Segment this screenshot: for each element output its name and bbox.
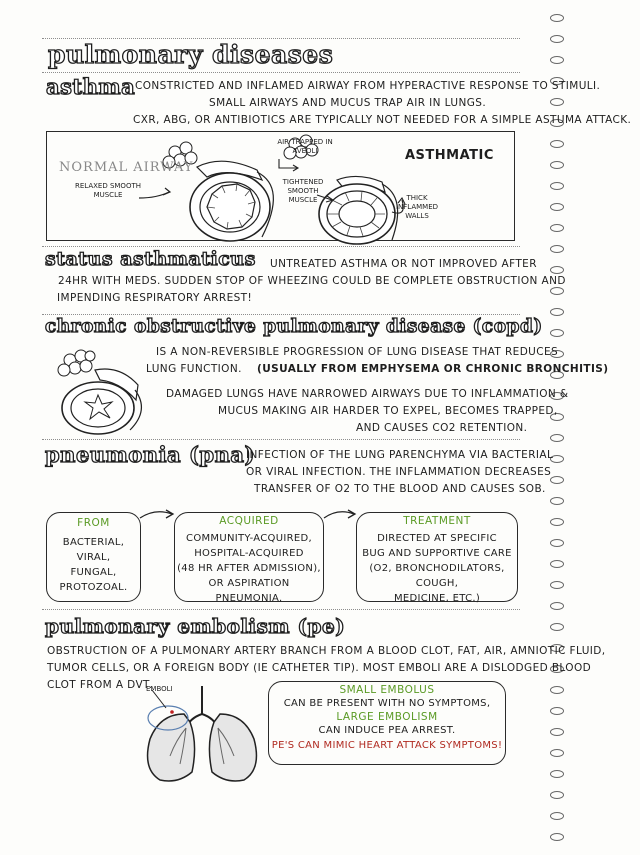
asthma-heading: asthma (46, 74, 136, 99)
pna-treatment-title: TREATMENT (403, 515, 471, 527)
pna-from-title: FROM (77, 517, 110, 529)
copd-airway-icon (40, 340, 150, 440)
status-line-3: IMPENDING RESPIRATORY ARREST! (57, 292, 253, 304)
pe-warning-text: PE'S CAN MIMIC HEART ATTACK SYMPTOMS! (271, 740, 503, 751)
pna-from-line: VIRAL, (76, 552, 111, 563)
normal-airway-label: NORMAL AIRWAY (59, 160, 194, 175)
pe-heading: pulmonary embolism (pe) (45, 614, 346, 638)
binding-ring-icon (550, 224, 564, 232)
binding-ring-icon (550, 602, 564, 610)
binding-ring-icon (550, 728, 564, 736)
binding-ring-icon (550, 539, 564, 547)
pna-acquired-line: OR ASPIRATION PNEUMONIA. (208, 578, 290, 604)
pna-flow-arrows (0, 500, 640, 540)
copd-line-4: DAMAGED LUNGS HAVE NARROWED AIRWAYS DUE TO INFLAMMATION & (166, 388, 569, 400)
air-trapped-label: AIR TRAPPED IN AVEOLI (277, 138, 333, 155)
pna-from-line: BACTERIAL, (62, 537, 125, 548)
thick-walls-label: THICK INFLAMMED WALLS (395, 194, 439, 220)
divider (42, 314, 520, 315)
asthma-diagram (46, 131, 515, 241)
lungs-icon (140, 684, 270, 784)
status-line-1: UNTREATED ASTHMA OR NOT IMPROVED AFTER (270, 258, 537, 270)
copd-line-1: IS A NON-REVERSIBLE PROGRESSION OF LUNG DISEASE THAT REDUCES (156, 346, 559, 358)
binding-ring-icon (550, 203, 564, 211)
binding-ring-icon (550, 812, 564, 820)
pna-treatment-line: (O2, BRONCHODILATORS, COUGH, (369, 563, 505, 589)
emboli-label: EMBOLI (146, 685, 173, 693)
small-embolus-title: SMALL EMBOLUS (339, 684, 435, 696)
large-embolism-text: CAN INDUCE PEA ARREST. (318, 725, 456, 736)
asthma-line-1: CONSTRICTED AND INFLAMED AIRWAY FROM HYPERACTIVE RESPONSE TO STIMULI. (135, 80, 601, 92)
binding-ring-icon (550, 161, 564, 169)
embolus-size-box (268, 681, 506, 765)
status-line-2: 24HR WITH MEDS. SUDDEN STOP OF WHEEZING COULD BE COMPLETE OBSTRUCTION AND (58, 275, 566, 287)
pna-treatment-line: BUG AND SUPPORTIVE CARE (362, 548, 512, 559)
arrow-icon (279, 159, 297, 168)
divider (42, 609, 520, 610)
binding-ring-icon (550, 245, 564, 253)
asthmatic-label: ASTHMATIC (405, 148, 494, 163)
pna-from-line: FUNGAL, (70, 567, 117, 578)
pneumonia-line-3: TRANSFER OF O2 TO THE BLOOD AND CAUSES SOB. (254, 483, 546, 495)
binding-ring-icon (550, 791, 564, 799)
binding-ring-icon (550, 182, 564, 190)
pneumonia-heading: pneumonia (pna) (45, 442, 255, 467)
copd-line-2: LUNG FUNCTION. (146, 363, 242, 375)
pna-acquired-line: HOSPITAL-ACQUIRED (194, 548, 304, 559)
binding-ring-icon (550, 434, 564, 442)
small-embolus-text: CAN BE PRESENT WITH NO SYMPTOMS, (283, 698, 491, 709)
pneumonia-line-2: OR VIRAL INFECTION. THE INFLAMMATION DECREASES (246, 466, 552, 478)
copd-heading: chronic obstructive pulmonary disease (copd) (45, 316, 543, 337)
binding-ring-icon (550, 581, 564, 589)
binding-ring-icon (550, 560, 564, 568)
binding-ring-icon (550, 14, 564, 22)
binding-ring-icon (550, 35, 564, 43)
binding-ring-icon (550, 56, 564, 64)
normal-airway-icon (163, 142, 273, 241)
divider (42, 439, 520, 440)
pna-acquired-line: COMMUNITY-ACQUIRED, (186, 533, 312, 544)
binding-ring-icon (550, 686, 564, 694)
binding-ring-icon (550, 329, 564, 337)
binding-ring-icon (550, 770, 564, 778)
pe-line-3: CLOT FROM A DVT. (47, 679, 153, 691)
copd-line-3: (USUALLY FROM EMPHYSEMA OR CHRONIC BRONCHITIS) (257, 363, 609, 375)
status-asthmaticus-heading: status asthmaticus (45, 248, 256, 270)
divider (42, 72, 520, 73)
binding-ring-icon (550, 308, 564, 316)
pna-treatment-line: DIRECTED AT SPECIFIC (377, 533, 497, 544)
copd-line-5: MUCUS MAKING AIR HARDER TO EXPEL, BECOMES TRAPPED, (218, 405, 558, 417)
binding-ring-icon (550, 140, 564, 148)
page-title: pulmonary diseases (48, 40, 334, 69)
binding-ring-icon (550, 749, 564, 757)
binding-ring-icon (550, 623, 564, 631)
divider (42, 246, 520, 247)
binding-ring-icon (550, 476, 564, 484)
binding-ring-icon (550, 98, 564, 106)
pna-acquired-title: ACQUIRED (219, 515, 279, 527)
large-embolism-title: LARGE EMBOLISM (336, 711, 438, 723)
pna-acquired-line: (48 HR AFTER ADMISSION), (177, 563, 321, 574)
relaxed-muscle-label: RELAXED SMOOTH MUSCLE (74, 182, 141, 199)
embolus-icon (170, 710, 174, 714)
divider (42, 38, 520, 39)
pe-line-1: OBSTRUCTION OF A PULMONARY ARTERY BRANCH FROM A BLOOD CLOT, FAT, AIR, AMNIOTIC FLUID, (47, 645, 606, 657)
copd-line-6: AND CAUSES CO2 RETENTION. (356, 422, 528, 434)
pe-line-2: TUMOR CELLS, OR A FOREIGN BODY (IE CATHETER TIP). MOST EMBOLI ARE A DISLODGED BLOOD (47, 662, 592, 674)
pna-from-line: PROTOZOAL. (59, 582, 128, 593)
binding-ring-icon (550, 707, 564, 715)
asthma-line-3: CXR, ABG, OR ANTIBIOTICS ARE TYPICALLY NOT NEEDED FOR A SIMPLE ASTUMA ATTACK. (133, 114, 632, 126)
tightened-muscle-label: TIGHTENED SMOOTH MUSCLE (282, 178, 324, 204)
pna-treatment-line: MEDICINE, ETC.) (393, 593, 481, 604)
pneumonia-line-1: INFECTION OF THE LUNG PARENCHYMA VIA BACTERIAL (246, 449, 554, 461)
binding-ring-icon (550, 833, 564, 841)
asthma-line-2: SMALL AIRWAYS AND MUCUS TRAP AIR IN LUNGS. (209, 97, 487, 109)
